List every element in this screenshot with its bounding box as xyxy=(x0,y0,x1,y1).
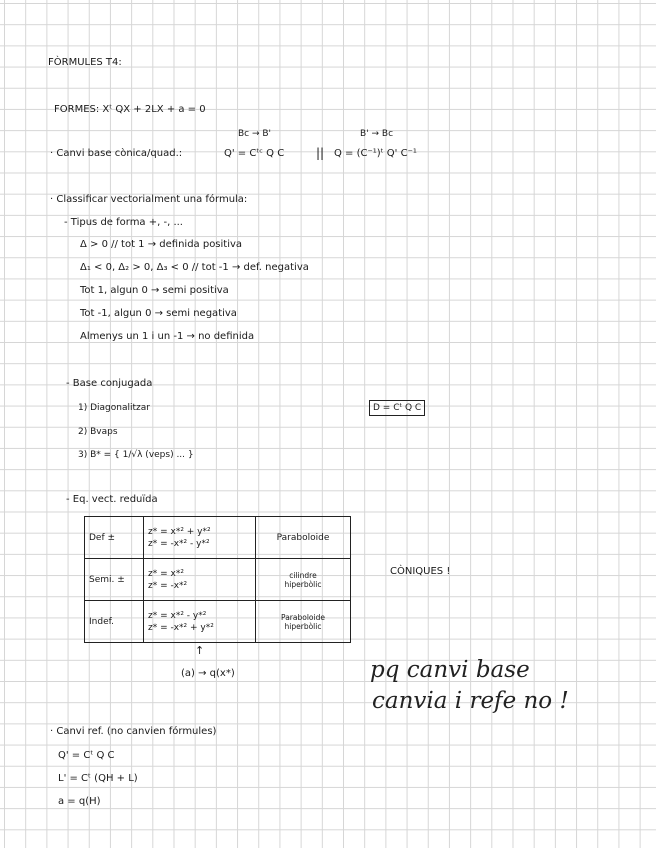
table-cell-type: Indef. xyxy=(85,601,144,643)
formes-line: FORMES: Xᵗ QX + 2LX + a = 0 xyxy=(54,104,206,115)
eq-vect-heading: - Eq. vect. reduïda xyxy=(66,494,158,505)
canvi-separator: || xyxy=(316,146,325,160)
handwritten-note-line1: pq canvi base xyxy=(370,657,530,683)
table-cell-surface xyxy=(256,559,351,601)
table-cell-surface xyxy=(256,601,351,643)
table-cell-equations xyxy=(144,517,256,559)
equation-line: z* = x*² + y*² xyxy=(148,526,211,537)
canvi-ref-item: Q' = Cᵗ Q C xyxy=(58,750,115,761)
equation-line: z* = x*² - y*² xyxy=(148,610,207,621)
canvi-ref-item: L' = Cᵗ (QH + L) xyxy=(58,773,138,784)
tipus-heading: - Tipus de forma +, -, ... xyxy=(64,217,183,228)
canvi-top-right: B' → Bc xyxy=(360,129,394,139)
base-conjugada-step: 3) B* = { 1/√λ (veps) ... } xyxy=(78,450,194,460)
table-row xyxy=(85,517,351,559)
page-title: FÒRMULES T4: xyxy=(48,57,122,68)
tipus-item: Tot -1, algun 0 → semi negativa xyxy=(80,308,237,319)
tipus-item: Tot 1, algun 0 → semi positiva xyxy=(80,285,229,296)
arrow-up-icon: ↑ xyxy=(195,644,205,657)
surface-line: cilindre xyxy=(289,570,317,580)
equation-line: z* = -x*² xyxy=(148,580,188,591)
base-conjugada-step: 1) Diagonalitzar xyxy=(78,403,150,413)
canvi-top-left: Bc → B' xyxy=(238,129,272,139)
tipus-item: Δ > 0 // tot 1 → definida positiva xyxy=(80,239,243,250)
equation-line: z* = x*² xyxy=(148,568,184,579)
table-cell-equations xyxy=(144,559,256,601)
coniques-note: CÒNIQUES ! xyxy=(390,566,451,577)
table-cell-surface xyxy=(256,517,351,559)
equation-line: z* = -x*² + y*² xyxy=(148,622,214,633)
surface-line: Paraboloide xyxy=(281,612,325,622)
canvi-eq1: Q' = Cᵗᶜ Q C xyxy=(224,148,285,159)
equation-line: z* = -x*² - y*² xyxy=(148,538,210,549)
diagonal-formula-box: D = Cᵗ Q C xyxy=(369,400,425,416)
base-conjugada-heading: - Base conjugada xyxy=(66,378,153,389)
canvi-eq2: Q = (C⁻¹)ᵗ Q' C⁻¹ xyxy=(334,148,417,159)
tipus-item: Δ₁ < 0, Δ₂ > 0, Δ₃ < 0 // tot -1 → def. negativa xyxy=(80,262,309,273)
table-row xyxy=(85,601,351,643)
canvi-ref-heading: · Canvi ref. (no canvien fórmules) xyxy=(50,726,217,737)
table-cell-type: Def ± xyxy=(85,517,144,559)
surface-line: hiperbòlic xyxy=(284,621,322,631)
base-conjugada-step: 2) Bvaps xyxy=(78,427,118,437)
classificar-heading: · Classificar vectorialment una fórmula: xyxy=(50,194,248,205)
surface-line: hiperbòlic xyxy=(284,579,322,589)
reduced-equation-table xyxy=(84,516,351,643)
quadratic-map-label: (a) → q(x*) xyxy=(181,668,235,679)
canvi-ref-item: a = q(H) xyxy=(58,796,101,807)
handwritten-note-line2: canvia i refe no ! xyxy=(372,688,569,714)
surface-line: Paraboloide xyxy=(276,532,330,543)
table-row xyxy=(85,559,351,601)
canvi-base-label: · Canvi base cònica/quad.: xyxy=(50,148,183,159)
tipus-item: Almenys un 1 i un -1 → no definida xyxy=(80,331,255,342)
table-cell-equations xyxy=(144,601,256,643)
table-cell-type: Semi. ± xyxy=(85,559,144,601)
